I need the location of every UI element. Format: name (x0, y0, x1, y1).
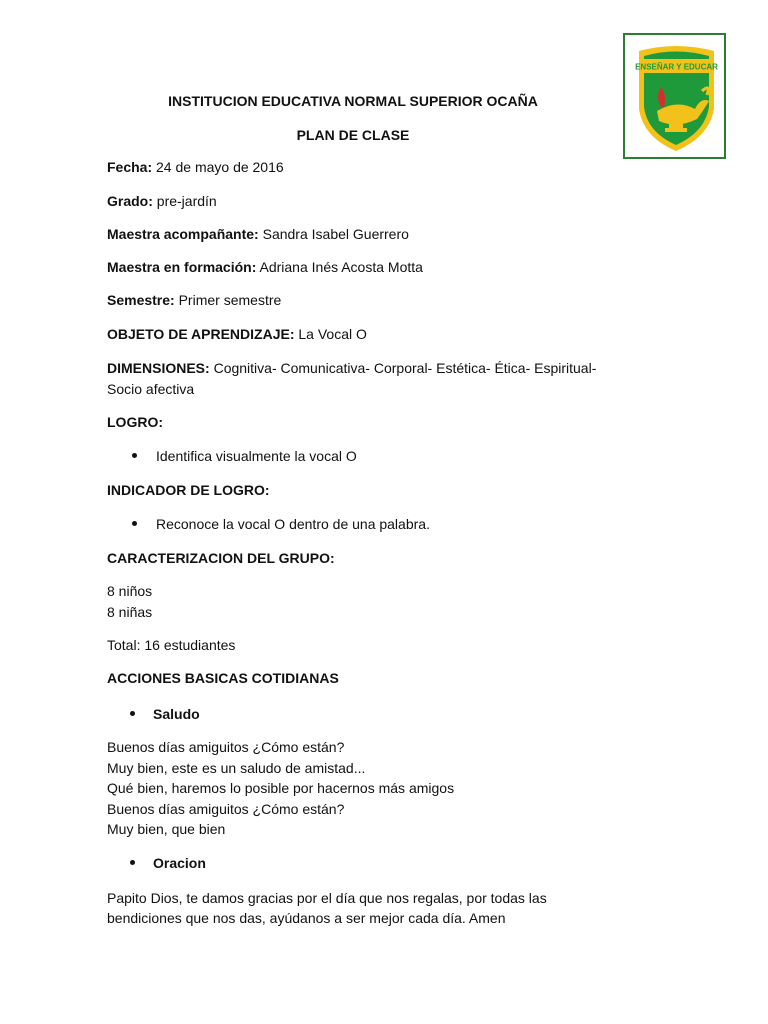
crest-motto: ENSEÑAR Y EDUCAR (635, 62, 718, 72)
objeto-field (107, 324, 367, 344)
bullet-icon (130, 860, 135, 865)
oracion-line: Papito Dios, te damos gracias por el día que nos regalas, por todas las (107, 890, 547, 906)
maestra-formacion-field (107, 257, 423, 277)
grupo-ninas: 8 niñas (107, 604, 153, 620)
logro-item: Identifica visualmente la vocal O (156, 448, 357, 464)
saludo-line: Muy bien, que bien (107, 821, 226, 837)
objeto-label: OBJETO DE APRENDIZAJE: (107, 326, 295, 342)
maestra-formacion-value: Adriana Inés Acosta Motta (259, 259, 423, 275)
dimensiones-label: DIMENSIONES: (107, 360, 210, 376)
oracion-heading: Oracion (153, 855, 206, 871)
saludo-line: Buenos días amiguitos ¿Cómo están? (107, 801, 345, 817)
saludo-line: Qué bien, haremos lo posible por hacernos más amigos (107, 780, 455, 796)
grado-value: pre-jardín (156, 193, 217, 209)
indicador-heading: INDICADOR DE LOGRO: (107, 482, 270, 498)
maestra-formacion-label: Maestra en formación: (107, 259, 257, 275)
dimensiones-value-line1: Cognitiva- Comunicativa- Corporal- Estética- Ética- Espiritual- (213, 360, 597, 376)
dimensiones-field (107, 358, 596, 378)
objeto-value: La Vocal O (298, 326, 367, 342)
dimensiones-value-line2: Socio afectiva (107, 381, 195, 397)
indicador-item: Reconoce la vocal O dentro de una palabra. (156, 516, 430, 532)
fecha-value: 24 de mayo de 2016 (156, 159, 284, 175)
grado-field (107, 191, 217, 211)
oracion-line: bendiciones que nos das, ayúdanos a ser mejor cada día. Amen (107, 910, 506, 926)
page-title: PLAN DE CLASE (296, 127, 410, 143)
bullet-icon (132, 453, 137, 458)
fecha-label: Fecha: (107, 159, 153, 175)
institution-title: INSTITUCION EDUCATIVA NORMAL SUPERIOR OCAÑA (168, 93, 538, 109)
logro-heading: LOGRO: (107, 414, 163, 430)
bullet-icon (132, 521, 137, 526)
fecha-field (107, 157, 284, 177)
maestra-acompanante-field (107, 224, 409, 244)
saludo-line: Muy bien, este es un saludo de amistad... (107, 760, 366, 776)
maestra-acompanante-label: Maestra acompañante: (107, 226, 259, 242)
semestre-field (107, 290, 281, 310)
grado-label: Grado: (107, 193, 153, 209)
grupo-total: Total: 16 estudiantes (107, 637, 236, 653)
grupo-heading: CARACTERIZACION DEL GRUPO: (107, 550, 335, 566)
grupo-ninos: 8 niños (107, 583, 153, 599)
semestre-value: Primer semestre (178, 292, 282, 308)
maestra-acompanante-value: Sandra Isabel Guerrero (262, 226, 409, 242)
bullet-icon (130, 711, 135, 716)
semestre-label: Semestre: (107, 292, 175, 308)
saludo-line: Buenos días amiguitos ¿Cómo están? (107, 739, 345, 755)
saludo-heading: Saludo (153, 706, 200, 722)
acciones-heading: ACCIONES BASICAS COTIDIANAS (107, 670, 339, 686)
